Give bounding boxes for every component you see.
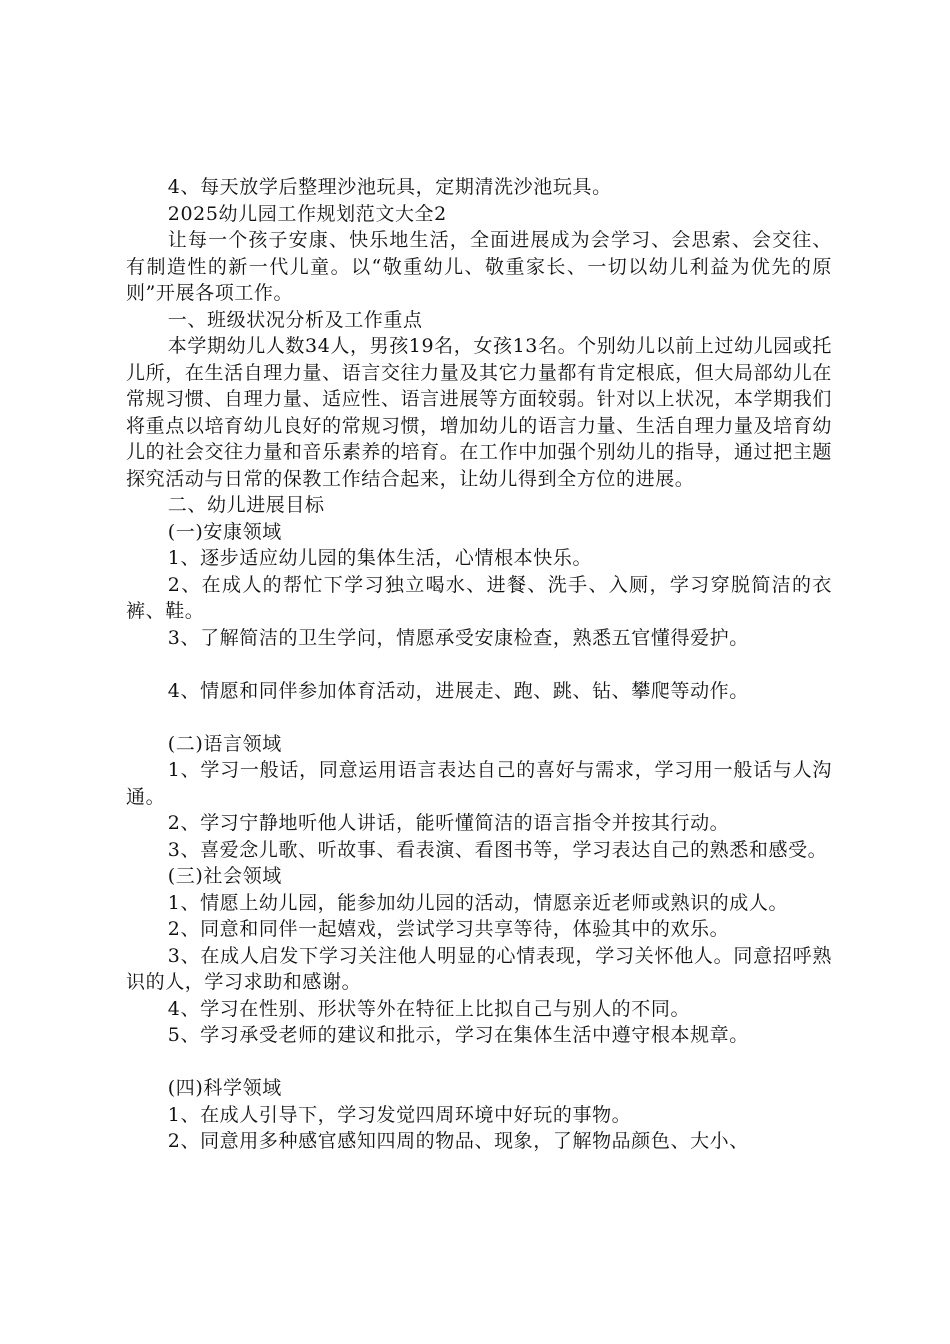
list-item: 1、学习一般话，同意运用语言表达自己的喜好与需求，学习用一般话与人沟通。 — [126, 759, 832, 808]
list-item: 3、在成人启发下学习关注他人明显的心情表现，学习关怀他人。同意招呼熟识的人，学习求助和感谢。 — [126, 944, 832, 993]
paragraph: 4、每天放学后整理沙池玩具，定期清洗沙池玩具。 — [167, 176, 612, 198]
section-heading: 一、班级状况分析及工作重点 — [167, 308, 423, 331]
list-item: 1、在成人引导下，学习发觉四周环境中好玩的事物。 — [167, 1103, 632, 1126]
document-body — [126, 174, 832, 1155]
subsection-heading: (四)科学领域 — [167, 1077, 282, 1099]
subsection-heading: (一)安康领域 — [167, 520, 282, 543]
list-item: 4、学习在性别、形状等外在特征上比拟自己与别人的不同。 — [167, 997, 691, 1020]
list-item: 1、情愿上幼儿园，能参加幼儿园的活动，情愿亲近老师或熟识的成人。 — [167, 891, 789, 914]
list-item: 4、情愿和同伴参加体育活动，进展走、跑、跳、钻、攀爬等动作。 — [167, 679, 749, 702]
subsection-heading: (三)社会领域 — [167, 865, 282, 887]
subsection-heading: (二)语言领域 — [167, 732, 282, 755]
list-item: 3、了解简洁的卫生学问，情愿承受安康检查，熟悉五官懂得爱护。 — [167, 626, 749, 649]
list-item: 1、逐步适应幼儿园的集体生活，心情根本快乐。 — [167, 547, 593, 569]
list-item: 2、同意和同伴一起嬉戏，尝试学习共享等待，体验其中的欢乐。 — [167, 918, 730, 940]
section-heading: 2025幼儿园工作规划范文大全2 — [167, 202, 447, 225]
list-item: 2、在成人的帮忙下学习独立喝水、进餐、洗手、入厕，学习穿脱简洁的衣裤、鞋。 — [126, 573, 832, 622]
list-item: 3、喜爱念儿歌、听故事、看表演、看图书等，学习表达自己的熟悉和感受。 — [167, 838, 828, 861]
paragraph: 让每一个孩子安康、快乐地生活，全面进展成为会学习、会思索、会交往、有制造性的新一代儿童。以“敬重幼儿、敬重家长、一切以幼儿利益为优先的原则”开展各项工作。 — [126, 229, 832, 304]
list-item: 2、学习宁静地听他人讲话，能听懂简洁的语言指令并按其行动。 — [167, 812, 730, 834]
list-item: 5、学习承受老师的建议和批示，学习在集体生活中遵守根本规章。 — [167, 1024, 749, 1046]
paragraph: 本学期幼儿人数34人，男孩19名，女孩13名。个别幼儿以前上过幼儿园或托儿所，在生活自理力量、语言交往力量及其它力量都有肯定根底，但大局部幼儿在常规习惯、自理力量、适应性、语言进展等方面较弱。针对以上状况，本学期我们将重点以培育幼儿良好的常规习惯，增加幼儿的语言力量、生活自理力量及培育幼儿的社会交往力量和音乐素养的培育。在工作中加强个别幼儿的指导，通过把主题探究活动与日常的保教工作结合起来，让幼儿得到全方位的进展。 — [126, 335, 832, 490]
list-item: 2、同意用多种感官感知四周的物品、现象，了解物品颜色、大小、 — [167, 1130, 749, 1152]
section-heading: 二、幼儿进展目标 — [167, 494, 325, 516]
